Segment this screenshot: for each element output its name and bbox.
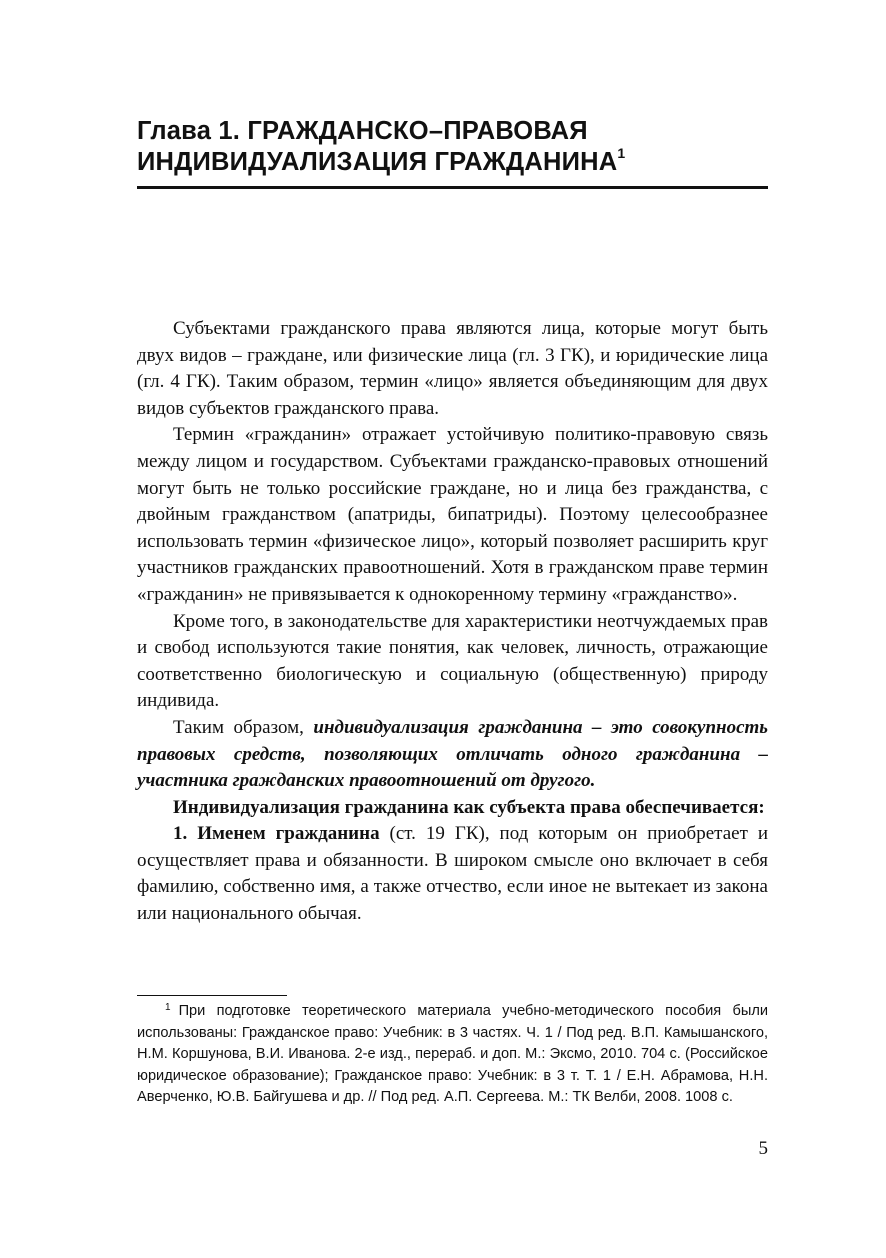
definition-emphasis: индивидуализация гражданина – это совокупность правовых средств, позволяющих отличать одного гражданина – участника гражданских правоотношений от другого. [137,716,768,792]
paragraph-means-heading: Индивидуализация гражданина как субъекта права обеспечивается: [173,796,765,818]
paragraph-name [137,821,768,927]
footnote-mark: 1 [165,1002,171,1013]
title-underline [137,186,768,189]
paragraph-subjects: Субъектами гражданского права являются лица, которые могут быть двух видов – граждане, или физические лица (гл. 3 ГК), и юридические лица (гл. 4 ГК). Таким образом, термин «лицо» является объединяющим для двух видов субъектов гражданского права. [137,318,768,419]
footnote-separator [137,995,287,996]
page-number: 5 [758,1138,768,1159]
definition-lead: Таким образом, [173,716,314,738]
body-text [137,316,768,928]
chapter-title [137,116,777,178]
chapter-footnote-mark[interactable]: 1 [617,145,626,161]
name-item-text: (ст. 19 ГК), под которым он приобретает и осуществляет права и обязанности. В широком смысле оно включает в себя фамилию, собственно имя, а также отчество, если иное не вытекает из закона или национального обычая. [137,823,768,925]
footnote-text: При подготовке теоретического материала учебно-методического пособия были использованы: Гражданское право: Учебник: в 3 частях. Ч. 1 / Под ред. В.П. Камышанского, Н.М. Коршунова, В.И. Иванова. 2-е изд., перераб. и доп. М.: Эксмо, 2010. 704 с. (Российское юридическое образование); Гражданское право: Учебник: в 3 т. Т. 1 / Е.Н. Абрамова, Н.Н. Аверченко, Ю.В. Байгушева и др. // Под ред. А.П. Сергеева. М.: ТК Велби, 2008. 1008 с. [137,1003,768,1105]
name-item-heading: 1. Именем гражданина [173,823,380,845]
footnote [137,1001,768,1109]
chapter-title-line1: Глава 1. ГРАЖДАНСКО–ПРАВОВАЯ [137,117,588,145]
paragraph-inalienable-rights: Кроме того, в законодательстве для характеристики неотчуждаемых прав и свобод используются такие понятия, как человек, личность, отражающие соответственно биологическую и социальную (общественную) природу индивида. [137,610,768,712]
chapter-title-line2: ИНДИВИДУАЛИЗАЦИЯ ГРАЖДАНИНА [137,148,618,176]
paragraph-definition [137,715,768,795]
paragraph-citizen-term: Термин «гражданин» отражает устойчивую политико-правовую связь между лицом и государством. Субъектами гражданско-правовых отношений могут быть не только российские граждане, но и лица без гражданства, с двойным гражданством (апатриды, бипатриды). Поэтому целесообразнее использовать термин «физическое лицо», который позволяет расширить круг участников гражданских правоотношений. Хотя в гражданском праве термин «гражданин» не привязывается к однокоренному термину «гражданство». [137,424,768,605]
